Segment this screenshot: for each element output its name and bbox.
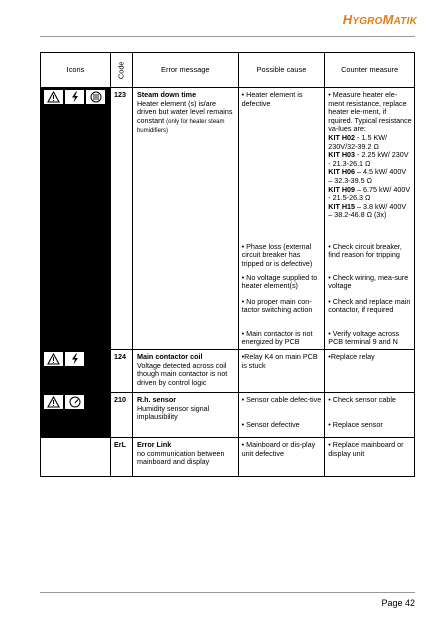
possible-cause: • No proper main con-tactor switching action <box>238 295 325 327</box>
possible-cause: • Sensor defective <box>238 418 325 438</box>
error-message <box>132 350 238 393</box>
error-message <box>132 88 238 350</box>
error-table <box>40 52 415 477</box>
table-header-row <box>41 53 415 88</box>
error-note: (only for heater steam humidifiers) <box>136 118 225 135</box>
hygromatik-logo: HYGROMATIK <box>342 12 417 27</box>
error-title: Steam down time <box>136 90 197 99</box>
icons-cell <box>41 88 111 350</box>
counter-measure: • Check and replace main contactor, if required <box>325 295 415 327</box>
header-message: Error message <box>132 53 238 88</box>
counter-measure: • Replace mainboard or display unit <box>325 438 415 477</box>
error-text: no communication between mainboard and display <box>136 448 225 467</box>
table-row <box>41 350 415 393</box>
header-code: Code <box>110 53 132 88</box>
counter-measure: • Check circuit breaker, find reason for tripping <box>325 240 415 271</box>
error-title: Error Link <box>136 440 172 449</box>
header-rule <box>40 36 415 37</box>
table-row <box>41 88 415 240</box>
error-text: Voltage detected across coil though main contactor is not driven by control logic <box>136 360 228 387</box>
error-text: Humidity sensor signal implausibility <box>136 403 210 422</box>
possible-cause: • Phase loss (external circuit breaker has tripped or is defective) <box>238 240 325 271</box>
warning-triangle-icon <box>44 90 63 104</box>
icons-cell <box>41 393 111 438</box>
counter-measure: • Replace sensor <box>325 418 415 438</box>
possible-cause: • Heater element is defective <box>238 88 325 240</box>
lightning-icon <box>65 352 84 366</box>
error-title: R.h. sensor <box>136 395 177 404</box>
error-message <box>132 438 238 477</box>
header-measure: Counter measure <box>325 53 415 88</box>
error-code: 210 <box>110 393 132 438</box>
footer-rule <box>40 592 415 593</box>
warning-triangle-icon <box>44 352 63 366</box>
error-text: Heater element (s) is/are driven but water level remains constant <box>136 98 233 125</box>
counter-measure: • Measure heater ele-ment resistance, replace heater ele-ment, if rquired. Typical resistance va-lues are: KIT H02 - 1.5 KW/ 230V/32-39.2 Ω KIT H03 - 2.25 kW/ 230V - 21.3-26.1 Ω KIT H06 – 4.5 kW/ 400V – 32.3-39.5 Ω KIT H09 – 6.75 kW/ 400V - 21.5-26.3 Ω KIT H15 – 3.8 kW/ 400V – 38.2-46.8 Ω (3x) <box>325 88 415 240</box>
icons-cell <box>41 350 111 393</box>
table-row <box>41 438 415 477</box>
table-row <box>41 393 415 418</box>
warning-triangle-icon <box>44 395 63 409</box>
page-number: Page 42 <box>381 598 415 608</box>
icons-cell-empty <box>41 438 111 477</box>
possible-cause: •Relay K4 on main PCB is stuck <box>238 350 325 393</box>
heater-element-icon <box>86 90 105 104</box>
possible-cause: • Mainboard or dis-play unit defective <box>238 438 325 477</box>
possible-cause: • No voltage supplied to heater element(s) <box>238 271 325 295</box>
counter-measure: •Replace relay <box>325 350 415 393</box>
error-title: Main contactor coil <box>136 352 203 361</box>
error-message <box>132 393 238 438</box>
counter-measure: • Verify voltage across PCB terminal 9 and N <box>325 327 415 350</box>
header-cause: Possible cause <box>238 53 325 88</box>
counter-measure: • Check sensor cable <box>325 393 415 418</box>
header-icons: Icons <box>41 53 111 88</box>
counter-measure: • Check wiring, mea-sure voltage <box>325 271 415 295</box>
possible-cause: • Main contactor is not energized by PCB <box>238 327 325 350</box>
error-code: ErL <box>110 438 132 477</box>
gauge-icon <box>65 395 84 409</box>
lightning-icon <box>65 90 84 104</box>
error-code: 123 <box>110 88 132 350</box>
error-code: 124 <box>110 350 132 393</box>
possible-cause: • Sensor cable defec-tive <box>238 393 325 418</box>
